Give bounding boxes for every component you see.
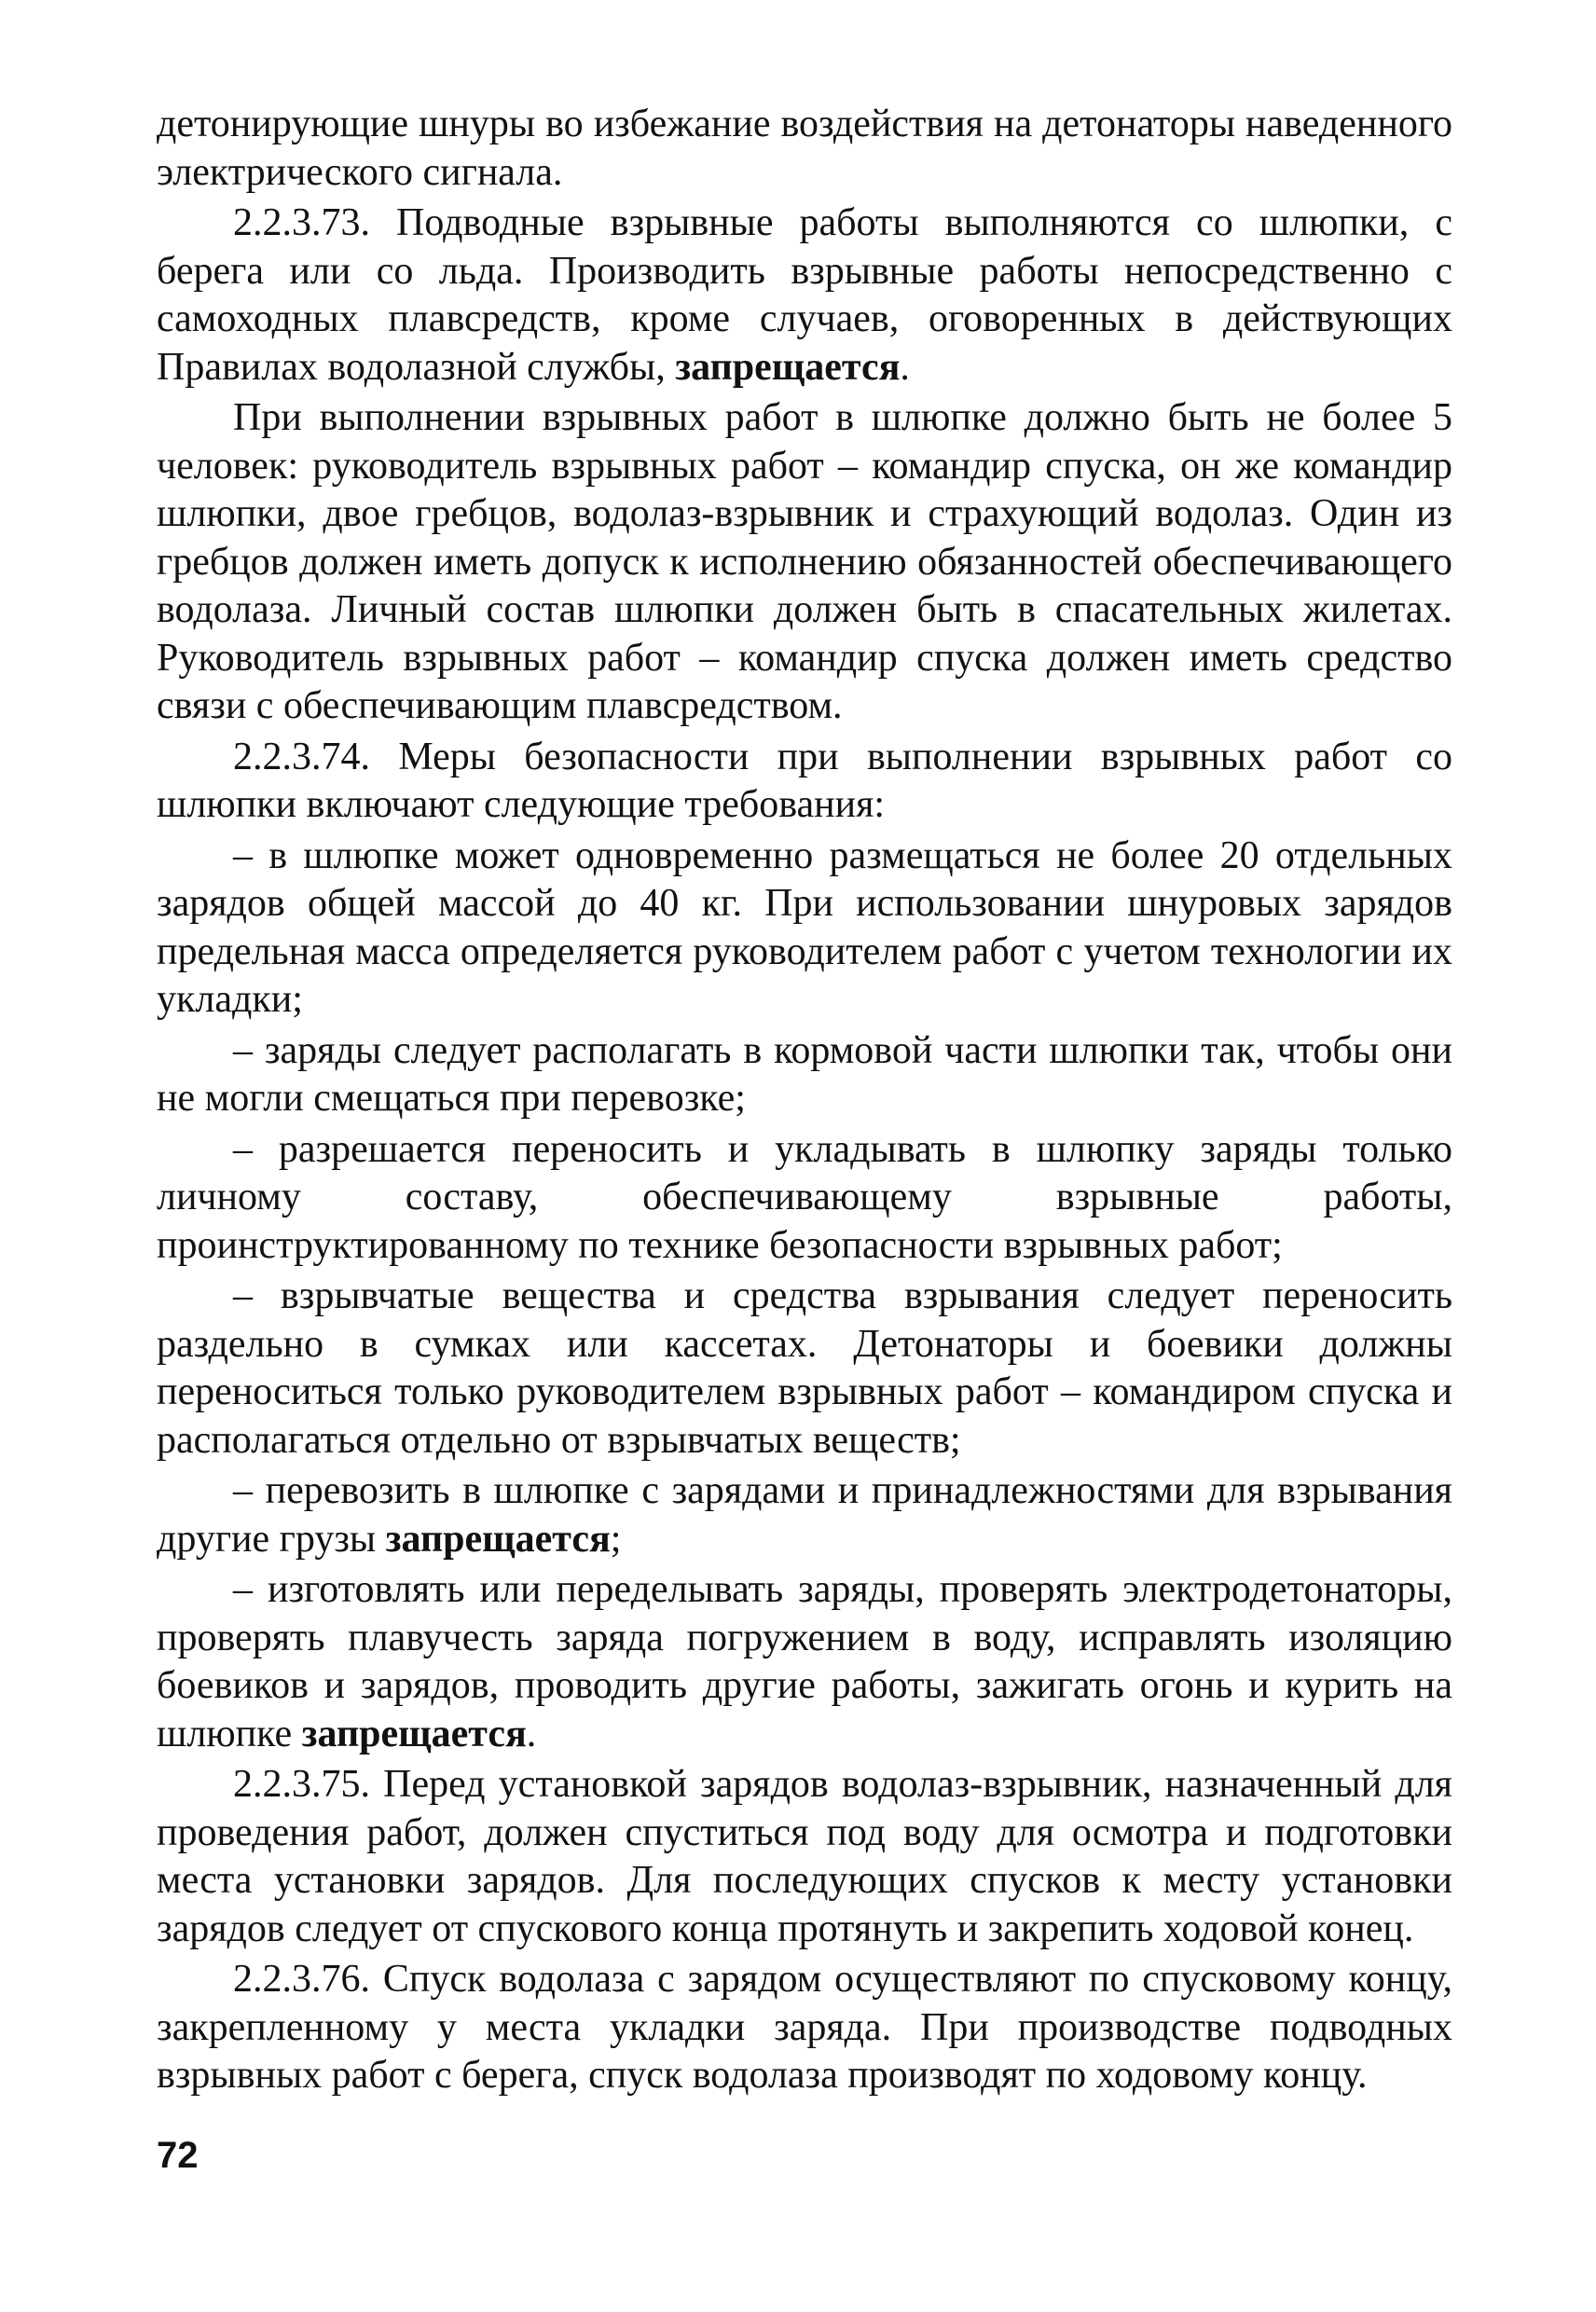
list-item-prohibited-actions — [157, 1566, 1452, 1758]
page-body — [157, 101, 1452, 2103]
list-item-charge-limit — [157, 833, 1452, 1025]
paragraph-text: – изготовлять или переделывать заряды, проверять электродетонаторы, проверять плавучесть заряда погружением в воду, исправлять изоляцию боевиков и зарядов, проводить другие работы, зажигать огонь и курить на шлюпке — [157, 1568, 1452, 1755]
list-item-separate-transport — [157, 1273, 1452, 1465]
paragraph-text: – заряды следует располагать в кормовой части шлюпки так, чтобы они не могли смещаться при перевозке; — [157, 1028, 1452, 1120]
paragraph-text: 2.2.3.75. Перед установкой зарядов водолаз-взрывник, назначенный для проведения работ, должен спуститься под воду для осмотра и подготовки места установки зарядов. Для последующих спусков к месту установки зарядов следует от спускового конца протянуть и закрепить ходовой конец. — [157, 1763, 1452, 1950]
prohibited-emphasis: запрещается — [385, 1517, 611, 1561]
prohibited-emphasis: запрещается — [301, 1712, 527, 1755]
list-item-other-cargo — [157, 1467, 1452, 1563]
paragraph-2-2-3-76 — [157, 1956, 1452, 2100]
paragraph-text: 2.2.3.76. Спуск водолаза с зарядом осуществляют по спусковому концу, закрепленному у места укладки заряда. При производстве подводных взрывных работ с берега, спуск водолаза производят по ходовому концу. — [157, 1958, 1452, 2097]
paragraph-text: ; — [610, 1517, 622, 1561]
paragraph-text: . — [900, 345, 910, 389]
paragraph-text: – перевозить в шлюпке с зарядами и принадлежностями для взрывания другие грузы — [157, 1469, 1452, 1561]
paragraph-text: 2.2.3.74. Меры безопасности при выполнении взрывных работ со шлюпки включают следующие требования: — [157, 735, 1452, 826]
paragraph-text: – взрывчатые вещества и средства взрывания следует переносить раздельно в сумках или кассетах. Детонаторы и боевики должны переноситься только руководителем взрывных работ – командиром спуска и располагаться отдельно от взрывчатых веществ; — [157, 1274, 1452, 1462]
paragraph-2-2-3-73 — [157, 200, 1452, 392]
list-item-charge-placement — [157, 1027, 1452, 1123]
prohibited-emphasis: запрещается — [675, 345, 901, 389]
paragraph-boat-crew — [157, 394, 1452, 731]
list-item-personnel — [157, 1126, 1452, 1271]
paragraph-text: детонирующие шнуры во избежание воздействия на детонаторы наведенного электрического сигнала. — [157, 103, 1452, 194]
paragraph-2-2-3-74 — [157, 734, 1452, 830]
paragraph-text: При выполнении взрывных работ в шлюпке должно быть не более 5 человек: руководитель взрывных работ – командир спуска, он же командир шлюпки, двое гребцов, водолаз-взрывник и страхующий водолаз. Один из гребцов должен иметь допуск к исполнению обязанностей обеспечивающего водолаза. Личный состав шлюпки должен быть в спасательных жилетах. Руководитель взрывных работ – командир спуска должен иметь средство связи с обеспечивающим плавсредством. — [157, 396, 1452, 727]
paragraph-continuation — [157, 101, 1452, 197]
page-number: 72 — [157, 2135, 199, 2176]
paragraph-text: – в шлюпке может одновременно размещаться не более 20 отдельных зарядов общей массой до 40 кг. При использовании шнуровых зарядов предельная масса определяется руководителем работ с учетом технологии их укладки; — [157, 833, 1452, 1021]
paragraph-text: – разрешается переносить и укладывать в шлюпку заряды только личному составу, обеспечивающему взрывные работы, проинструктированному по технике безопасности взрывных работ; — [157, 1127, 1452, 1267]
paragraph-2-2-3-75 — [157, 1761, 1452, 1953]
paragraph-text: 2.2.3.73. Подводные взрывные работы выполняются со шлюпки, с берега или со льда. Производить взрывные работы непосредственно с самоходных плавсредств, кроме случаев, оговоренных в действующих Правилах водолазной службы, — [157, 201, 1452, 389]
paragraph-text: . — [526, 1712, 537, 1755]
